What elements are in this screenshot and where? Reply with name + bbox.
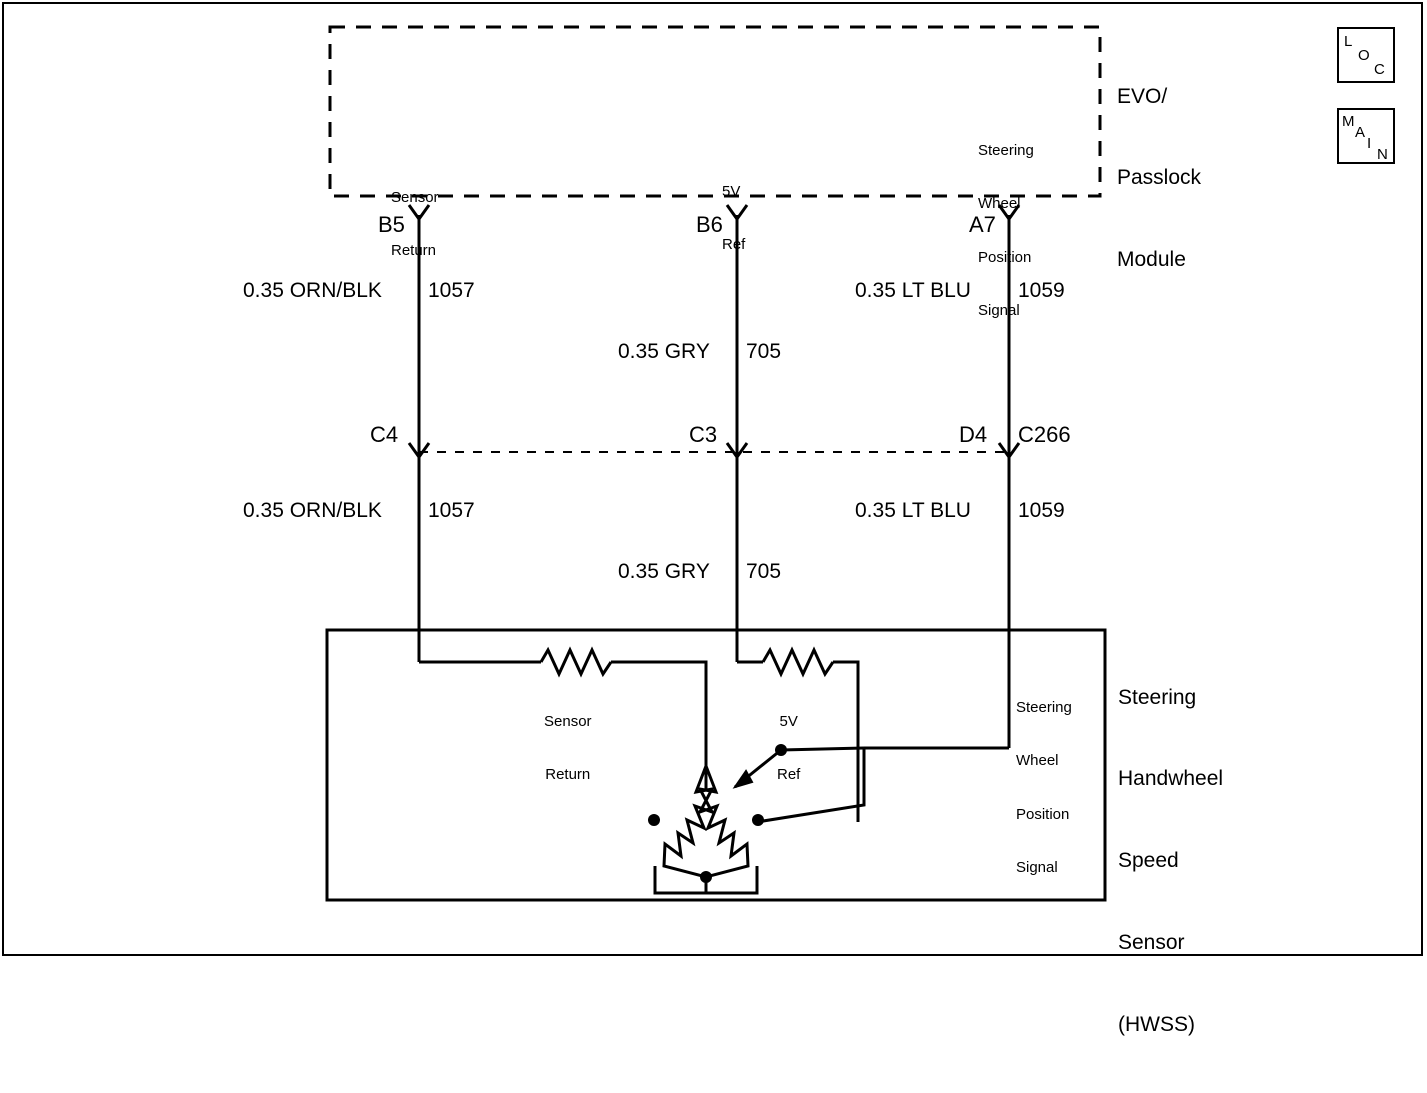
wire-label-705-lower-circuit: 705 <box>746 560 782 583</box>
resistor-5v-ref <box>763 650 833 674</box>
hwss-title-line-4: Sensor <box>1118 931 1185 955</box>
hwss-title-line-2: Handwheel <box>1118 767 1224 791</box>
wire-label-1057-upper-circuit: 1057 <box>428 279 475 302</box>
hwss-pin-5v-ref-line-2: Ref <box>777 766 801 784</box>
wire-label-1059-upper-circuit: 1059 <box>1018 279 1065 302</box>
five-volt-ref-trace-2 <box>833 662 858 822</box>
hwss-pin-signal-name <box>1016 664 1072 912</box>
wire-label-1057-lower-circuit: 1057 <box>428 499 475 522</box>
hwss-title-line-1: Steering <box>1118 685 1197 709</box>
signal-trace-2 <box>757 748 864 822</box>
wire-label-1057-lower-spec: 0.35 ORN/BLK <box>243 499 382 522</box>
evo-title-line-3: Module <box>1117 248 1186 272</box>
hwss-pin-5v-ref-name <box>777 678 800 820</box>
resistor-sensor-return <box>541 650 611 674</box>
ref-box-main[interactable] <box>1337 108 1395 164</box>
hwss-box <box>327 630 1105 900</box>
evo-pin-b5-name-line-2: Return <box>391 242 437 260</box>
connector-id-c266: C266 <box>1018 422 1071 447</box>
ref-box-main-letter-1: M <box>1342 113 1355 130</box>
evo-pin-b6-id: B6 <box>696 212 723 237</box>
hwss-pin-sensor-return-line-1: Sensor <box>544 713 592 731</box>
ref-box-main-letter-4: N <box>1377 146 1388 163</box>
wire-label-705-lower-spec: 0.35 GRY <box>618 560 710 583</box>
ref-box-loc-letter-1: L <box>1344 33 1353 50</box>
connector-terminal-c4: C4 <box>370 422 399 447</box>
wire-label-1059-upper-spec: 0.35 LT BLU <box>855 279 971 302</box>
ref-box-main-letter-2: A <box>1355 124 1366 141</box>
wire-label-1059-lower-spec: 0.35 LT BLU <box>855 499 971 522</box>
junction-dot-right <box>752 814 764 826</box>
evo-pin-a7-name-line-3: Position <box>978 248 1032 266</box>
evo-pin-b6-name-line-2: Ref <box>722 236 746 254</box>
ref-box-loc-letter-3: C <box>1374 61 1385 78</box>
hwss-pin-signal-line-2: Wheel <box>1016 752 1059 770</box>
wiper-arrow-head <box>735 771 752 787</box>
evo-title-line-2: Passlock <box>1117 166 1202 190</box>
evo-title-line-1: EVO/ <box>1117 84 1168 108</box>
hwss-pin-signal-line-3: Position <box>1016 805 1070 823</box>
evo-pin-b6-name-line-1: 5V <box>722 183 741 201</box>
evo-pin-a7-name-line-1: Steering <box>978 142 1034 160</box>
evo-pin-b6-name <box>722 148 745 290</box>
connector-terminal-d4: D4 <box>959 422 988 447</box>
junction-dot-bottom <box>700 871 712 883</box>
hwss-pin-5v-ref-line-1: 5V <box>779 713 798 731</box>
hwss-title-line-3: Speed <box>1118 849 1179 873</box>
evo-pin-b5-id: B5 <box>378 212 405 237</box>
junction-dot-left <box>648 814 660 826</box>
wire-label-1059-lower-circuit: 1059 <box>1018 499 1065 522</box>
evo-module-title <box>1117 28 1201 328</box>
hwss-title-line-5: (HWSS) <box>1118 1013 1195 1037</box>
evo-pin-b5-name-line-1: Sensor <box>391 189 439 207</box>
evo-pin-a7-id: A7 <box>969 212 996 237</box>
sensor-return-trace-2 <box>611 662 706 790</box>
hwss-pin-sensor-return-name <box>544 678 592 820</box>
hwss-pin-signal-line-1: Steering <box>1016 699 1072 717</box>
wire-label-1057-upper-spec: 0.35 ORN/BLK <box>243 279 382 302</box>
hwss-pin-sensor-return-line-2: Return <box>545 766 591 784</box>
hwss-title <box>1118 629 1223 1093</box>
ref-box-loc[interactable] <box>1337 27 1395 83</box>
wire-label-705-upper-spec: 0.35 GRY <box>618 340 710 363</box>
hwss-pin-signal-line-4: Signal <box>1016 858 1058 876</box>
wire-label-705-upper-circuit: 705 <box>746 340 782 363</box>
ref-box-loc-letter-2: O <box>1358 47 1370 64</box>
connector-terminal-c3: C3 <box>689 422 718 447</box>
evo-pin-a7-name-line-2: Wheel <box>978 195 1021 213</box>
ref-box-main-letter-3: I <box>1367 135 1372 152</box>
evo-pin-a7-name-line-4: Signal <box>978 301 1020 319</box>
